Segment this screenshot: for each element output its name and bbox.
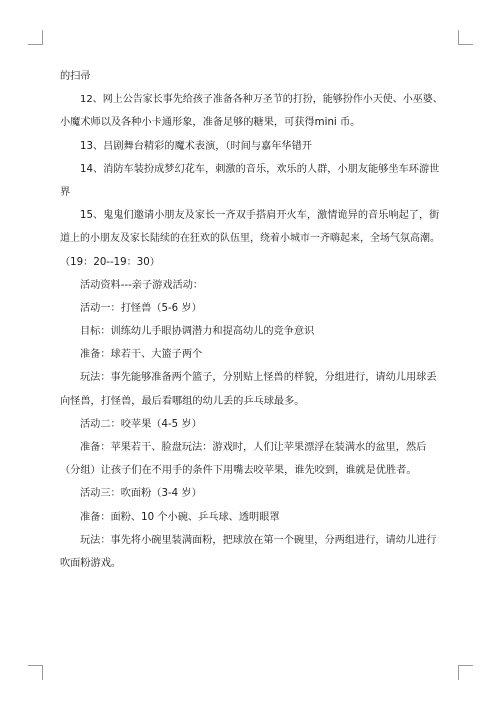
text-line: （19：20--19：30）	[60, 256, 160, 268]
crop-mark-top-left	[28, 30, 43, 45]
text-line: 玩法：事先将小碗里装满面粉，把球放在第一个碗里，分两组进行，请幼儿进行	[80, 534, 437, 546]
text-line: 活动三：吹面粉（3-4 岁）	[80, 488, 202, 500]
text-line: 道上的小朋友及家长陆续的在狂欢的队伍里，绕着小城市一齐嗨起来，全场气氛高潮。	[60, 233, 440, 245]
text-line: 准备：球若干、大篮子两个	[80, 349, 203, 361]
text-line: 15、鬼鬼们邀请小朋友及家长一齐双手搭肩开火车，激情诡异的音乐响起了，街	[80, 210, 440, 222]
text-line: 小魔术师以及各种小卡通形象，准备足够的糖果，可获得mini 币。	[60, 117, 361, 129]
text-line: 活动一：打怪兽（5-6 岁）	[80, 302, 202, 314]
crop-mark-top-right	[458, 30, 473, 45]
text-line: 准备：苹果若干、脸盘玩法：游戏时，人们让苹果漂浮在装满水的盆里，然后	[80, 442, 427, 453]
crop-mark-bottom-left	[28, 665, 43, 680]
document-body	[60, 65, 445, 575]
text-line: 向怪兽，打怪兽，最后看哪组的幼儿丢的乒乓球最多。	[60, 395, 305, 407]
text-line: 活动二：咬苹果（4-5 岁）	[80, 418, 202, 430]
text-line: 玩法：事先能够准备两个篮子，分别贴上怪兽的样貌，分组进行，请幼儿用球丢	[80, 372, 437, 384]
text-line: 目标：训练幼儿手眼协调潜力和提高幼儿的竞争意识	[80, 326, 315, 338]
text-line: 准备：面粉、10 个小碗、乒乓球、透明眼罩	[80, 511, 280, 523]
text-line: 吹面粉游戏。	[60, 557, 122, 569]
text-line: 14、消防车装扮成梦幻花车，刺激的音乐，欢乐的人群，小朋友能够坐车环游世	[80, 163, 440, 175]
text-line: 界	[60, 186, 71, 198]
text-line: 13、吕剧舞台精彩的魔术表演，（时间与嘉年华错开	[80, 140, 312, 152]
text-line: （分组）让孩子们在不用手的条件下用嘴去咬苹果，谁先咬到，谁就是优胜者。	[60, 465, 417, 477]
text-line: 活动资料---亲子游戏活动：	[80, 279, 204, 291]
text-line: 12、网上公告家长事先给孩子准备各种万圣节的打扮，能够扮作小天使、小巫婆、	[80, 94, 443, 106]
text-line: 的扫帚	[60, 71, 91, 82]
crop-mark-bottom-right	[458, 665, 473, 680]
